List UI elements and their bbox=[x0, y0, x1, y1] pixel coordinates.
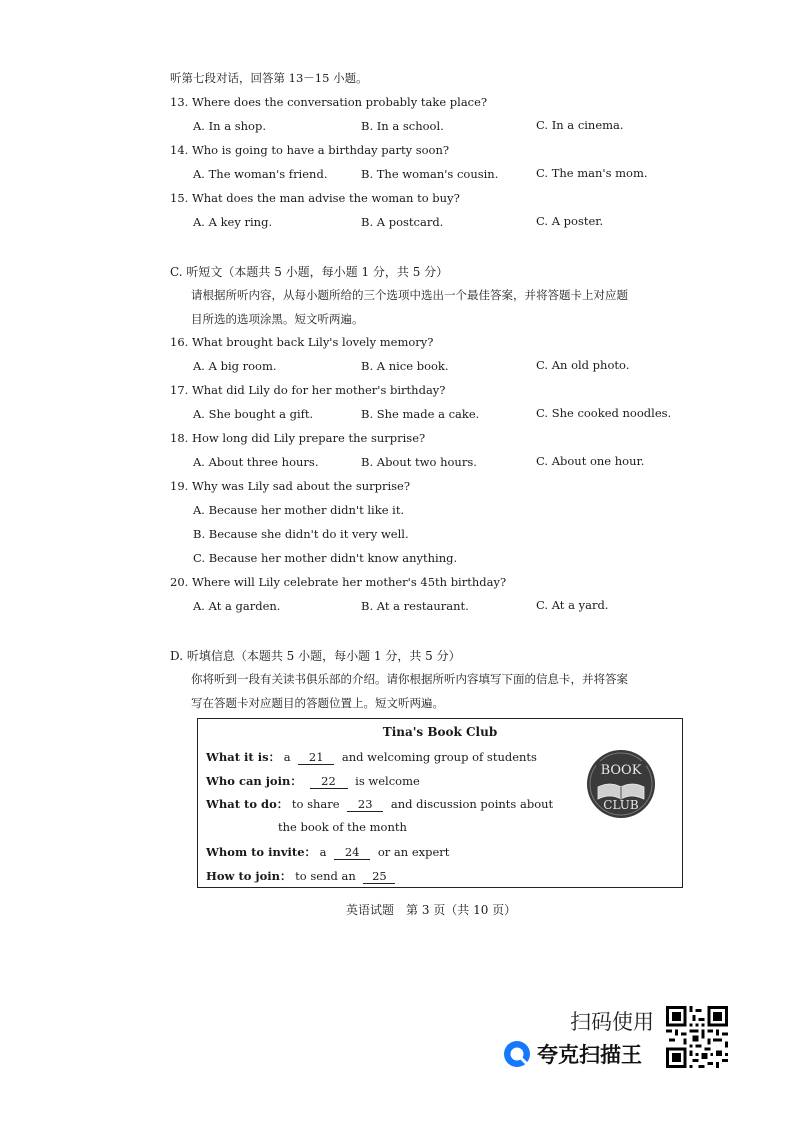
info-card-row bbox=[278, 820, 407, 834]
option-c: C. An old photo. bbox=[536, 358, 630, 372]
row-suffix: or an expert bbox=[377, 845, 450, 859]
row-suffix: and discussion points about bbox=[390, 797, 554, 811]
question-stem: 18. How long did Lily prepare the surprise? bbox=[170, 431, 426, 445]
logo-bottom-text: CLUB bbox=[603, 798, 639, 812]
row-label: What to do： bbox=[206, 797, 289, 811]
option-c: C. In a cinema. bbox=[536, 118, 624, 132]
section-d-instruction: 你将听到一段有关读书俱乐部的介绍。请你根据所听内容填写下面的信息卡，并将答案 bbox=[191, 672, 628, 686]
question-stem: 15. What does the man advise the woman to buy? bbox=[170, 191, 460, 205]
info-card bbox=[197, 718, 683, 888]
row-prefix: a bbox=[319, 845, 327, 859]
info-card-row bbox=[206, 868, 399, 884]
section-d-instruction: 写在答题卡对应题目的答题位置上。短文听两遍。 bbox=[191, 696, 444, 710]
option-b: B. A postcard. bbox=[361, 215, 444, 229]
row-label: What it is： bbox=[206, 750, 281, 764]
section-c-title: C. 听短文（本题共 5 小题，每小题 1 分，共 5 分） bbox=[170, 265, 449, 279]
question-stem: 14. Who is going to have a birthday party soon? bbox=[170, 143, 450, 157]
question-stem: 17. What did Lily do for her mother's birthday? bbox=[170, 383, 446, 397]
qr-code-icon[interactable] bbox=[666, 1006, 728, 1068]
option-a: A. A big room. bbox=[193, 359, 277, 373]
page-number: 英语试题 第 3 页（共 10 页） bbox=[346, 903, 517, 917]
brand-logo bbox=[503, 1039, 642, 1069]
option-b: B. A nice book. bbox=[361, 359, 449, 373]
info-card-title: Tina's Book Club bbox=[382, 725, 498, 739]
info-card-row bbox=[206, 796, 553, 812]
option-c: C. At a yard. bbox=[536, 598, 609, 612]
option-b: B. At a restaurant. bbox=[361, 599, 469, 613]
section-c-instruction: 请根据所听内容，从每小题所给的三个选项中选出一个最佳答案，并将答题卡上对应题 bbox=[191, 288, 628, 302]
quark-logo-icon bbox=[503, 1040, 531, 1068]
option-a: A. A key ring. bbox=[193, 215, 273, 229]
answer-blank-24: 24 bbox=[334, 845, 370, 860]
section-c-instruction: 目所选的选项涂黑。短文听两遍。 bbox=[191, 312, 364, 326]
question-stem: 13. Where does the conversation probably take place? bbox=[170, 95, 488, 109]
book-club-logo bbox=[586, 749, 656, 819]
option-b: B. She made a cake. bbox=[361, 407, 480, 421]
answer-blank-21: 21 bbox=[298, 750, 334, 765]
row-prefix: to share bbox=[291, 797, 340, 811]
answer-blank-25: 25 bbox=[363, 869, 395, 884]
option-a: A. About three hours. bbox=[193, 455, 319, 469]
info-card-row bbox=[206, 749, 537, 765]
option-c: C. The man's mom. bbox=[536, 166, 648, 180]
option-c: C. She cooked noodles. bbox=[536, 406, 672, 420]
option-a: A. In a shop. bbox=[193, 119, 266, 133]
info-card-row bbox=[206, 844, 449, 860]
brand-name: 夸克扫描王 bbox=[537, 1043, 642, 1067]
question-stem: 19. Why was Lily sad about the surprise? bbox=[170, 479, 411, 493]
option-a: A. She bought a gift. bbox=[193, 407, 314, 421]
option-b: B. About two hours. bbox=[361, 455, 477, 469]
option-b: B. In a school. bbox=[361, 119, 444, 133]
logo-top-text: BOOK bbox=[600, 763, 642, 778]
question-stem: 20. Where will Lily celebrate her mother's 45th birthday? bbox=[170, 575, 507, 589]
row-continuation: the book of the month bbox=[278, 820, 407, 834]
row-suffix: is welcome bbox=[355, 774, 420, 788]
answer-blank-22: 22 bbox=[310, 774, 348, 789]
row-label: Who can join： bbox=[206, 774, 302, 788]
option-b: B. The woman's cousin. bbox=[361, 167, 499, 181]
row-prefix: a bbox=[283, 750, 291, 764]
row-prefix: to send an bbox=[295, 869, 356, 883]
option-c: C. A poster. bbox=[536, 214, 604, 228]
answer-blank-23: 23 bbox=[347, 797, 383, 812]
option-b: B. Because she didn't do it very well. bbox=[193, 527, 409, 541]
option-a: A. At a garden. bbox=[193, 599, 281, 613]
option-c: C. About one hour. bbox=[536, 454, 645, 468]
option-a: A. Because her mother didn't like it. bbox=[193, 503, 405, 517]
row-label: Whom to invite： bbox=[206, 845, 317, 859]
section-intro: 听第七段对话，回答第 13－15 小题。 bbox=[170, 71, 368, 85]
scan-to-use-label: 扫码使用 bbox=[570, 1010, 654, 1034]
option-a: A. The woman's friend. bbox=[193, 167, 328, 181]
row-label: How to join： bbox=[206, 869, 292, 883]
row-suffix: and welcoming group of students bbox=[341, 750, 537, 764]
info-card-row bbox=[206, 773, 420, 789]
question-stem: 16. What brought back Lily's lovely memory? bbox=[170, 335, 434, 349]
option-c: C. Because her mother didn't know anything. bbox=[193, 551, 458, 565]
section-d-title: D. 听填信息（本题共 5 小题，每小题 1 分，共 5 分） bbox=[170, 649, 461, 663]
